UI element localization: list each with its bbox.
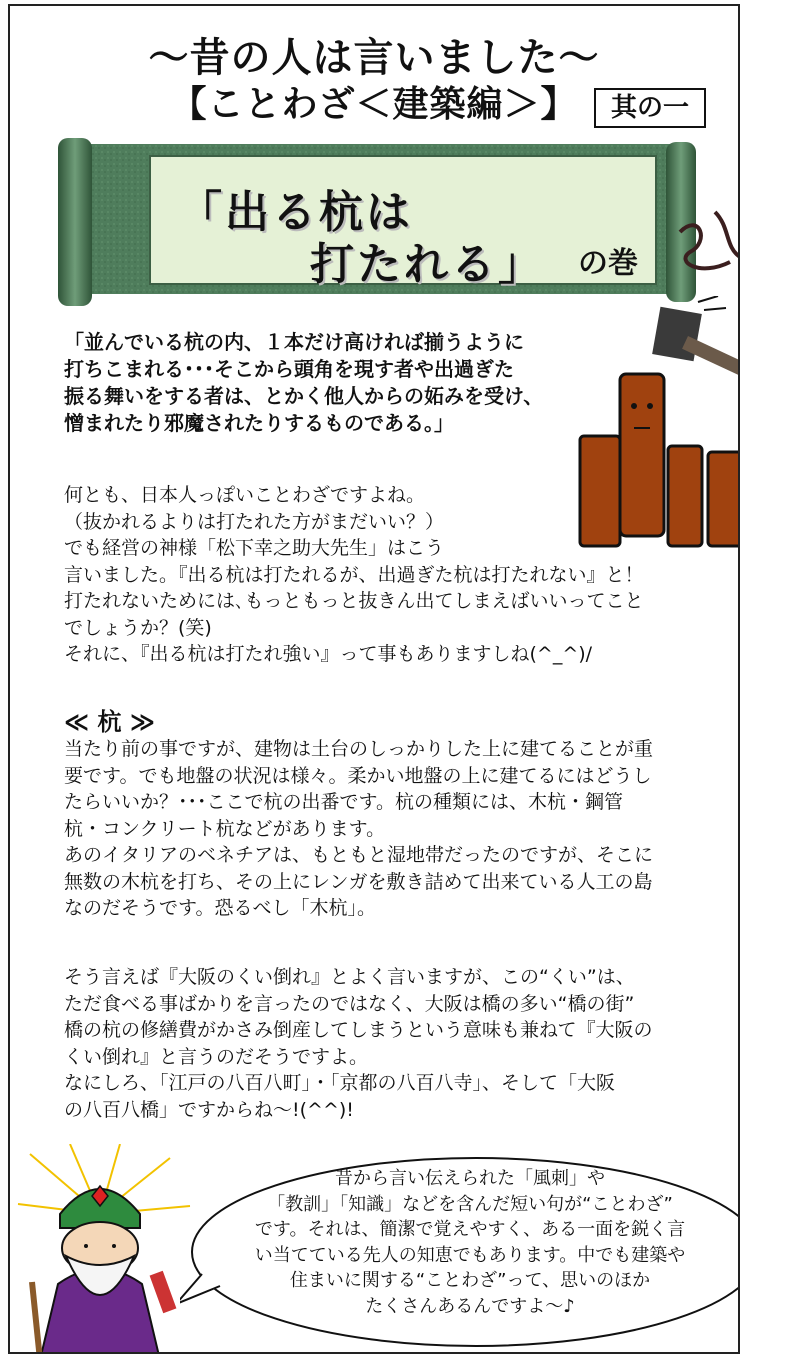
scroll-heading-line2: 打たれる」: [310, 239, 545, 290]
scroll-item-icon: [150, 1271, 177, 1313]
scroll-heading-suffix: の巻: [578, 246, 638, 281]
cane-icon: [32, 1282, 40, 1354]
quote-line: 憎まれたり邪魔されたりするものである。」: [64, 411, 454, 435]
text-line: なのだそうです。恐るべし「木杭」。: [64, 897, 376, 919]
text-line: 橋の杭の修繕費がかさみ倒産してしまうという意味も兼ねて『大阪の: [64, 1019, 653, 1041]
page-title: ～昔の人は言いました～: [148, 35, 600, 81]
text-line: でしょうか？(笑): [64, 616, 212, 639]
text-line: たらいいか？･･･ここで杭の出番です。杭の種類には、木杭・鋼管: [64, 791, 623, 813]
commentary-block: [64, 482, 644, 668]
osaka-block: [64, 964, 653, 1123]
text-line: 打たれないためには､もっともっと抜きん出てしまえばいいってこと: [64, 590, 644, 612]
bubble-line: 昔から言い伝えられた「風刺」や: [335, 1168, 605, 1189]
scroll-roll-left: [58, 138, 92, 306]
text-line: 無数の木杭を打ち、その上にレンガを敷き詰めて出来ている人工の島: [64, 870, 653, 893]
text-line: それに、『出る杭は打たれ強い』って事もありますしね(^_^)/: [64, 643, 593, 665]
speech-bubble-text: [180, 1166, 740, 1319]
scroll-heading-line1: 「出る杭は: [178, 187, 413, 238]
stake-right: [708, 452, 740, 546]
bubble-line: です。それは、簡潔で覚えやすく、ある一面を鋭く言: [254, 1219, 686, 1240]
sage-character: [10, 1144, 200, 1354]
bubble-line: 住まいに関する“ことわざ”って、思いのほか: [289, 1270, 651, 1291]
text-line: そう言えば『大阪のくい倒れ』とよく言いますが、この“くい”は、: [64, 966, 635, 988]
section-heading: ≪ 杭 ≫: [64, 708, 155, 736]
part-label: 其の一: [594, 88, 706, 128]
text-line: あのイタリアのベネチアは、もともと湿地帯だったのですが、そこに: [64, 844, 654, 866]
bubble-line: い当てている先人の知恵でもあります。中でも建築や: [254, 1244, 686, 1266]
quote-line: 打ちこまれる･･･そこから頭角を現す者や出過ぎた: [64, 357, 514, 381]
text-line: でも経営の神様「松下幸之助大先生」はこう: [64, 537, 445, 559]
page-subtitle: 【ことわざ＜建築編＞】: [170, 84, 578, 125]
stake-explanation-block: [64, 736, 653, 922]
text-line: 要です。でも地盤の状況は様々。柔かい地盤の上に建てるにはどうし: [64, 764, 652, 787]
text-line: の八百八橋」ですからね～!(^^)!: [64, 1098, 354, 1121]
quote-line: 「並んでいる杭の内、１本だけ高ければ揃うように: [64, 330, 524, 354]
bubble-line: たくさんあるんですよ～♪: [365, 1295, 575, 1317]
page-frame: [8, 4, 740, 1354]
text-line: 杭・コンクリート杭などがあります。: [64, 817, 386, 840]
text-line: ただ食べる事ばかりを言ったのではなく、大阪は橋の多い“橋の街”: [64, 992, 635, 1015]
text-line: （抜かれるよりは打たれた方がまだいい？）: [64, 510, 445, 533]
text-line: 言いました。『出る杭は打たれるが、出過ぎた杭は打たれない』と！: [64, 563, 644, 586]
stake-middle: [668, 446, 702, 546]
text-line: くい倒れ』と言うのだそうですよ。: [64, 1045, 369, 1068]
hammer-icon: [652, 296, 740, 379]
text-line: 何とも、日本人っぽいことわざですよね。: [64, 484, 426, 506]
quote-line: 振る舞いをする者は、とかく他人からの妬みを受け、: [64, 384, 544, 408]
text-line: なにしろ、「江戸の八百八町」・「京都の八百八寺」、そして「大阪: [64, 1072, 616, 1094]
text-line: 当たり前の事ですが、建物は土台のしっかりした上に建てることが重: [64, 738, 654, 760]
quote-block: [64, 329, 543, 437]
bubble-line: 「教訓」「知識」などを含んだ短い句が“ことわざ”: [267, 1193, 673, 1215]
scroll-string: [670, 202, 740, 282]
